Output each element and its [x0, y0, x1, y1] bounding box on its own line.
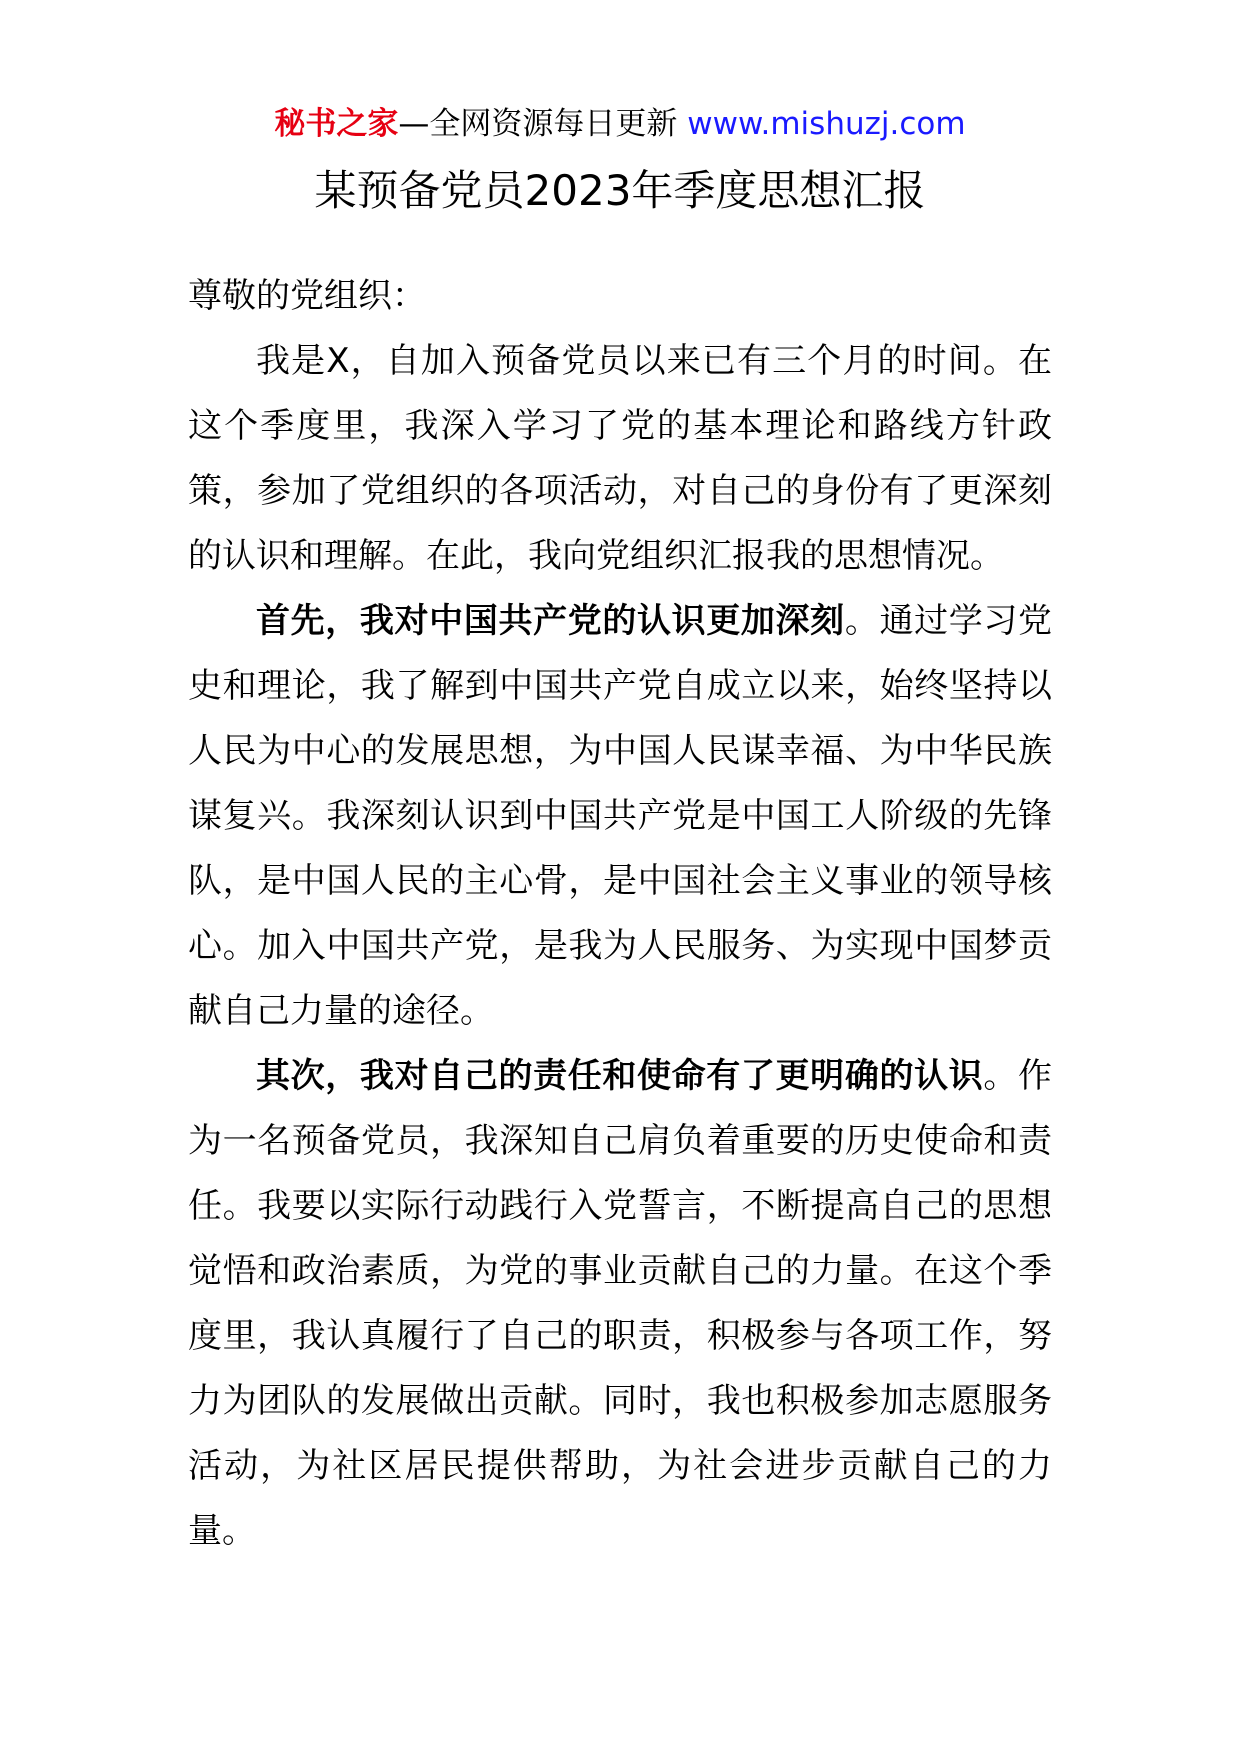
paragraph-second-point: [188, 1044, 1052, 1564]
paragraph-text: 。作为一名预备党员，我深知自己肩负着重要的历史使命和责任。我要以实际行动践行入党誓言，不断提高自己的思想觉悟和政治素质，为党的事业贡献自己的力量。在这个季度里，我认真履行了自己的职责，积极参与各项工作，努力为团队的发展做出贡献。同时，我也积极参加志愿服务活动，为社区居民提供帮助，为社会进步贡献自己的力量。: [188, 1056, 1053, 1551]
paragraph-lead: 首先，我对中国共产党的认识更加深刻: [256, 601, 845, 641]
paragraph-text: 我是X，自加入预备党员以来已有三个月的时间。在这个季度里，我深入学习了党的基本理论和路线方针政策，参加了党组织的各项活动，对自己的身份有了更深刻的认识和理解。在此，我向党组织汇报我的思想情况。: [188, 341, 1052, 576]
paragraph-text: 。通过学习党史和理论，我了解到中国共产党自成立以来，始终坚持以人民为中心的发展思想，为中国人民谋幸福、为中华民族谋复兴。我深刻认识到中国共产党是中国工人阶级的先锋队，是中国人民的主心骨，是中国社会主义事业的领导核心。加入中国共产党，是我为人民服务、为实现中国梦贡献自己力量的途径。: [188, 601, 1053, 1031]
site-header: [0, 102, 1240, 146]
brand-name: 秘书之家: [274, 106, 399, 142]
salutation: 尊敬的党组织：: [188, 276, 426, 316]
site-url-link[interactable]: www.mishuzj.com: [687, 106, 966, 142]
paragraph-lead: 其次，我对自己的责任和使命有了更明确的认识: [256, 1056, 984, 1096]
document-body: [188, 264, 1052, 1564]
document-title: 某预备党员2023年季度思想汇报: [314, 166, 926, 215]
paragraph-first-point: [188, 589, 1052, 1044]
header-tagline: —全网资源每日更新: [398, 106, 678, 142]
paragraph-intro: [188, 329, 1052, 589]
